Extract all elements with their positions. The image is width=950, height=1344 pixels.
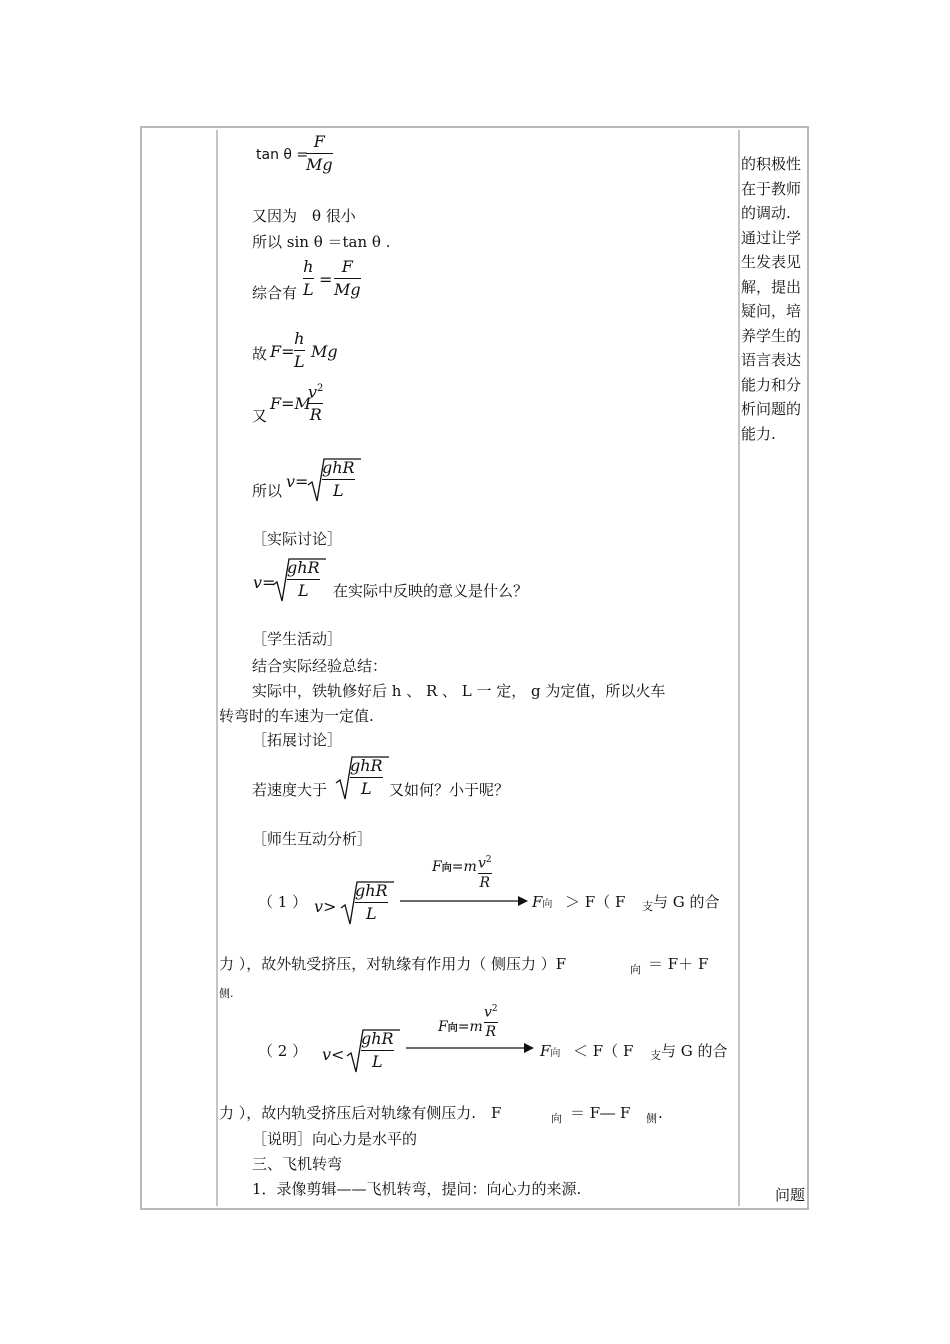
case1-eq: ＝ F＋ F (648, 955, 709, 973)
heading-xuesheng: ［学生活动］ (252, 630, 343, 648)
text-shiji-question: 在实际中反映的意义是什么？ (333, 582, 529, 600)
case2-ce-sub: 侧 (646, 1112, 657, 1125)
fraction-h-L: h L (303, 257, 314, 299)
fraction-h-L-2: h L (294, 329, 305, 371)
side-line: 生发表见 (741, 253, 802, 271)
fraction-F-Mg-2: F Mg (334, 257, 361, 299)
text-shuoming: ［说明］向心力是水平的 (252, 1130, 418, 1148)
side-bottom: 问题 (775, 1186, 806, 1204)
side-line: 疑问，培 (741, 302, 802, 320)
side-line: 的调动. (741, 204, 791, 222)
case1-ce: 侧. (219, 987, 234, 1000)
heading-tuozhan: ［拓展讨论］ (252, 731, 343, 749)
text-shiji-line1: 实际中，铁轨修好后 h 、 R 、 L 一 定， g 为定值，所以火车 (252, 682, 666, 700)
arrow-label-1: F向=m (432, 859, 477, 875)
v-equals-2: v= (253, 573, 276, 592)
side-notes (741, 152, 809, 446)
case1-line2: 力 ），故外轨受挤压，对轨缘有作用力（ 侧压力 ）F (219, 955, 567, 973)
case1-tail: ＞ F（ F (565, 893, 626, 911)
side-line: 析问题的 (741, 400, 802, 418)
case2-zhi-sub: 支 (650, 1049, 661, 1062)
fraction-ghR-L-3: ghR L (350, 756, 383, 798)
text-gu: 故 (252, 345, 268, 363)
F-equals: F= (270, 342, 295, 361)
side-line: 的积极性 (741, 155, 802, 173)
case2-eq: ＝ F― F (570, 1104, 631, 1122)
tan-lhs: tan θ = (256, 147, 309, 163)
case2-v-less: v< (322, 1045, 345, 1064)
case1-tail2: 与 G 的合 (653, 893, 720, 911)
case1-xiang-sub: 向 (630, 963, 641, 976)
side-line: 能力. (741, 424, 776, 443)
text-sin-tan: 所以 sin θ ＝tan θ . (252, 233, 391, 251)
case2-line2: 力 ），故内轨受挤压后对轨缘有侧压力. F (219, 1104, 502, 1122)
side-line: 养学生的 (741, 326, 802, 345)
case2-F-label: F向 (540, 1042, 561, 1060)
case2-number: （ 2 ） (258, 1042, 308, 1060)
side-line: 语言表达 (741, 351, 802, 369)
column-divider-2 (738, 130, 740, 1206)
arrow-fraction-1: $v^2$ R (478, 855, 492, 891)
case1-zhi-sub: 支 (642, 900, 653, 913)
fraction-ghR-L-4: ghR L (355, 881, 388, 923)
arrow-label-2: F向=m (438, 1019, 483, 1035)
text-zonghe: 综合有 (252, 284, 298, 302)
heading-shiji-taolun: ［实际讨论］ (252, 530, 343, 548)
v-equals: v= (286, 472, 309, 491)
side-line: 能力和分 (741, 375, 802, 394)
text-suoyi: 所以 (252, 482, 283, 500)
text-you: 又 (252, 407, 268, 425)
heading-feiji: 三、飞机转弯 (252, 1155, 343, 1173)
text-luxiang: 1．录像剪辑——飞机转弯，提问：向心力的来源. (252, 1180, 582, 1198)
text-jiehe: 结合实际经验总结： (252, 657, 388, 675)
Mg-term: Mg (311, 342, 338, 361)
fraction-ghR-L-5: ghR L (361, 1029, 394, 1071)
case1-F-label: F向 (532, 893, 553, 911)
case2-xiang-sub: 向 (551, 1112, 562, 1125)
case2-period: . (658, 1104, 663, 1122)
arrow-2 (406, 1041, 536, 1055)
case1-number: （ 1 ） (258, 893, 308, 911)
side-line: 解，提出 (741, 277, 802, 296)
side-line: 通过让学 (741, 228, 802, 247)
case1-v-greater: v> (314, 897, 337, 916)
fraction-v2-R: $v^2$ R (308, 382, 324, 425)
side-line: 在于教师 (741, 179, 802, 198)
case2-tail: ＜ F（ F (573, 1042, 634, 1060)
text-theta-small: 又因为 θ 很小 (252, 207, 356, 225)
case2-tail2: 与 G 的合 (661, 1042, 728, 1060)
text-shiji-line2: 转弯时的车速为一定值. (219, 707, 374, 725)
equals: = (319, 270, 333, 289)
F-equals-M: F=M (270, 394, 311, 413)
column-divider-1 (216, 130, 218, 1206)
fraction-F-Mg: F Mg (306, 132, 333, 174)
arrow-1 (400, 894, 530, 908)
heading-shisheng: ［师生互动分析］ (252, 830, 373, 848)
text-ruo-tail: 又如何？小于呢？ (389, 781, 510, 799)
fraction-ghR-L: ghR L (322, 458, 355, 500)
fraction-ghR-L-2: ghR L (287, 558, 320, 600)
arrow-fraction-2: $v^2$ R (484, 1004, 498, 1040)
text-ruo-speed: 若速度大于 (252, 781, 328, 799)
